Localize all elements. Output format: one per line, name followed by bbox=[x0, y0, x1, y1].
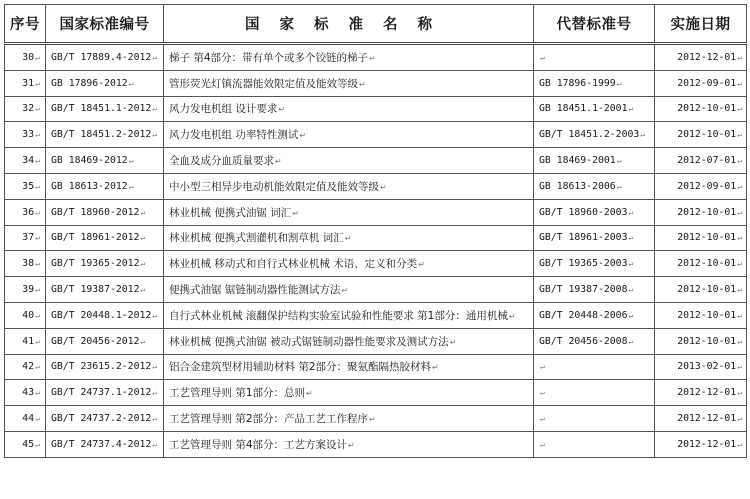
paragraph-mark-icon: ↵ bbox=[540, 362, 545, 372]
paragraph-mark-icon: ↵ bbox=[628, 104, 634, 114]
paragraph-mark-icon: ↵ bbox=[128, 156, 134, 166]
cell-code-text: GB 17896-2012 bbox=[51, 77, 128, 89]
cell-date bbox=[655, 406, 747, 432]
cell-name bbox=[164, 354, 534, 380]
table-row bbox=[5, 225, 747, 251]
cell-date-text: 2012-10-01 bbox=[677, 284, 737, 296]
cell-seq-text: 43 bbox=[22, 387, 35, 399]
table-row bbox=[5, 173, 747, 199]
cell-code-text: GB/T 24737.1-2012 bbox=[51, 387, 152, 399]
paragraph-mark-icon: ↵ bbox=[128, 78, 134, 88]
cell-code-text: GB/T 17889.4-2012 bbox=[51, 51, 152, 63]
cell-replaced-text: GB/T 18960-2003 bbox=[539, 206, 628, 218]
cell-replaced bbox=[534, 96, 655, 122]
table-row bbox=[5, 406, 747, 432]
standards-table bbox=[4, 4, 747, 458]
paragraph-mark-icon: ↵ bbox=[628, 310, 634, 320]
paragraph-mark-icon: ↵ bbox=[737, 388, 742, 398]
table-row bbox=[5, 380, 747, 406]
paragraph-mark-icon: ↵ bbox=[737, 233, 742, 243]
paragraph-mark-icon: ↵ bbox=[540, 414, 545, 424]
cell-name-text: 林业机械 便携式油锯 被动式锯链制动器性能要求及测试方法 bbox=[169, 335, 449, 348]
cell-replaced bbox=[534, 431, 655, 457]
cell-code-text: GB/T 18960-2012 bbox=[51, 206, 140, 218]
paragraph-mark-icon: ↵ bbox=[540, 52, 545, 62]
cell-name-text: 工艺管理导则 第2部分：产品工艺工作程序 bbox=[169, 413, 369, 426]
table-header bbox=[5, 5, 747, 44]
paragraph-mark-icon: ↵ bbox=[35, 259, 40, 269]
cell-replaced-text: GB 18451.1-2001 bbox=[539, 103, 628, 115]
cell-date-text: 2012-10-01 bbox=[677, 309, 737, 321]
cell-seq bbox=[5, 328, 46, 354]
header-row bbox=[5, 5, 747, 44]
cell-replaced-text: GB/T 20448-2006 bbox=[539, 309, 628, 321]
cell-date bbox=[655, 44, 747, 71]
paragraph-mark-icon: ↵ bbox=[35, 362, 40, 372]
cell-name-text: 管形荧光灯镇流器能效限定值及能效等级 bbox=[169, 77, 358, 90]
cell-name-text: 中小型三相异步电动机能效限定值及能效等级 bbox=[169, 180, 379, 193]
table-row bbox=[5, 96, 747, 122]
paragraph-mark-icon: ↵ bbox=[737, 104, 742, 114]
cell-date-text: 2012-10-01 bbox=[677, 103, 737, 115]
paragraph-mark-icon: ↵ bbox=[628, 259, 634, 269]
cell-date bbox=[655, 199, 747, 225]
paragraph-mark-icon: ↵ bbox=[737, 207, 742, 217]
paragraph-mark-icon: ↵ bbox=[616, 156, 622, 166]
paragraph-mark-icon: ↵ bbox=[508, 311, 516, 321]
paragraph-mark-icon: ↵ bbox=[737, 259, 742, 269]
cell-date-text: 2012-07-01 bbox=[677, 155, 737, 167]
paragraph-mark-icon: ↵ bbox=[380, 182, 387, 192]
cell-seq-text: 30 bbox=[22, 51, 35, 63]
cell-replaced bbox=[534, 70, 655, 96]
paragraph-mark-icon: ↵ bbox=[344, 234, 352, 244]
cell-seq-text: 31 bbox=[22, 77, 35, 89]
cell-replaced-text: GB 17896-1999 bbox=[539, 77, 616, 89]
header-seq: 序号 bbox=[5, 5, 46, 44]
cell-name-text: 工艺管理导则 第1部分：总则 bbox=[169, 387, 306, 400]
paragraph-mark-icon: ↵ bbox=[152, 414, 158, 424]
cell-replaced-text: GB/T 19365-2003 bbox=[539, 258, 628, 270]
paragraph-mark-icon: ↵ bbox=[540, 439, 545, 449]
table-row bbox=[5, 44, 747, 71]
cell-date-text: 2013-02-01 bbox=[677, 361, 737, 373]
cell-seq-text: 42 bbox=[22, 361, 35, 373]
paragraph-mark-icon: ↵ bbox=[369, 415, 376, 425]
cell-name bbox=[164, 251, 534, 277]
paragraph-mark-icon: ↵ bbox=[628, 207, 634, 217]
paragraph-mark-icon: ↵ bbox=[152, 104, 158, 114]
cell-replaced bbox=[534, 44, 655, 71]
paragraph-mark-icon: ↵ bbox=[278, 105, 286, 115]
cell-seq bbox=[5, 148, 46, 174]
cell-name bbox=[164, 122, 534, 148]
cell-code-text: GB 18469-2012 bbox=[51, 155, 128, 167]
paragraph-mark-icon: ↵ bbox=[540, 388, 545, 398]
cell-name-text: 梯子 第4部分：带有单个或多个铰链的梯子 bbox=[169, 51, 369, 64]
cell-date-text: 2012-09-01 bbox=[677, 77, 737, 89]
table-row bbox=[5, 70, 747, 96]
cell-name bbox=[164, 44, 534, 71]
paragraph-mark-icon: ↵ bbox=[152, 130, 158, 140]
header-date: 实施日期 bbox=[655, 5, 747, 44]
cell-code bbox=[46, 431, 164, 457]
cell-code bbox=[46, 225, 164, 251]
cell-code bbox=[46, 96, 164, 122]
cell-code bbox=[46, 277, 164, 303]
paragraph-mark-icon: ↵ bbox=[737, 52, 742, 62]
cell-seq bbox=[5, 354, 46, 380]
paragraph-mark-icon: ↵ bbox=[348, 440, 355, 450]
cell-name-text: 风力发电机组 设计要求 bbox=[169, 103, 278, 116]
cell-replaced bbox=[534, 148, 655, 174]
paragraph-mark-icon: ↵ bbox=[616, 181, 622, 191]
cell-code bbox=[46, 148, 164, 174]
paragraph-mark-icon: ↵ bbox=[35, 181, 40, 191]
cell-date bbox=[655, 380, 747, 406]
paragraph-mark-icon: ↵ bbox=[737, 181, 742, 191]
cell-code-text: GB 18613-2012 bbox=[51, 180, 128, 192]
cell-replaced-text: GB/T 19387-2008 bbox=[539, 284, 628, 296]
paragraph-mark-icon: ↵ bbox=[418, 260, 425, 270]
cell-date bbox=[655, 70, 747, 96]
cell-date bbox=[655, 302, 747, 328]
cell-seq-text: 36 bbox=[22, 206, 35, 218]
cell-name bbox=[164, 277, 534, 303]
cell-date bbox=[655, 354, 747, 380]
cell-seq bbox=[5, 122, 46, 148]
cell-date-text: 2012-09-01 bbox=[677, 180, 737, 192]
cell-code bbox=[46, 406, 164, 432]
cell-name bbox=[164, 70, 534, 96]
cell-seq bbox=[5, 44, 46, 71]
cell-seq-text: 41 bbox=[22, 335, 35, 347]
cell-seq bbox=[5, 431, 46, 457]
paragraph-mark-icon: ↵ bbox=[35, 233, 40, 243]
cell-seq bbox=[5, 406, 46, 432]
table-row bbox=[5, 302, 747, 328]
cell-seq bbox=[5, 251, 46, 277]
cell-date bbox=[655, 225, 747, 251]
cell-date-text: 2012-10-01 bbox=[677, 129, 737, 141]
table-row bbox=[5, 122, 747, 148]
paragraph-mark-icon: ↵ bbox=[341, 286, 349, 296]
cell-date-text: 2012-12-01 bbox=[677, 413, 737, 425]
cell-replaced bbox=[534, 199, 655, 225]
cell-code bbox=[46, 122, 164, 148]
cell-code-text: GB/T 24737.2-2012 bbox=[51, 413, 152, 425]
cell-code bbox=[46, 302, 164, 328]
cell-name-text: 全血及成分血质量要求 bbox=[169, 155, 274, 168]
cell-replaced-text: GB/T 18961-2003 bbox=[539, 232, 628, 244]
table-row bbox=[5, 354, 747, 380]
cell-name-text: 林业机械 便携式油锯 词汇 bbox=[169, 206, 292, 219]
paragraph-mark-icon: ↵ bbox=[152, 388, 158, 398]
cell-seq-text: 38 bbox=[22, 258, 35, 270]
paragraph-mark-icon: ↵ bbox=[152, 362, 158, 372]
paragraph-mark-icon: ↵ bbox=[737, 414, 742, 424]
paragraph-mark-icon: ↵ bbox=[140, 233, 146, 243]
cell-replaced bbox=[534, 302, 655, 328]
cell-replaced-text: GB 18469-2001 bbox=[539, 155, 616, 167]
cell-seq bbox=[5, 277, 46, 303]
header-name: 国家标准名称 bbox=[164, 5, 534, 44]
cell-replaced-text: GB/T 20456-2008 bbox=[539, 335, 628, 347]
paragraph-mark-icon: ↵ bbox=[35, 310, 40, 320]
cell-seq bbox=[5, 173, 46, 199]
paragraph-mark-icon: ↵ bbox=[737, 336, 742, 346]
cell-replaced-text: GB 18613-2006 bbox=[539, 180, 616, 192]
paragraph-mark-icon: ↵ bbox=[737, 362, 742, 372]
cell-date bbox=[655, 173, 747, 199]
cell-replaced bbox=[534, 251, 655, 277]
table-row bbox=[5, 251, 747, 277]
paragraph-mark-icon: ↵ bbox=[152, 439, 158, 449]
cell-name bbox=[164, 380, 534, 406]
paragraph-mark-icon: ↵ bbox=[152, 310, 158, 320]
cell-code bbox=[46, 354, 164, 380]
cell-name-text: 工艺管理导则 第4部分：工艺方案设计 bbox=[169, 438, 348, 451]
cell-date-text: 2012-12-01 bbox=[677, 438, 737, 450]
paragraph-mark-icon: ↵ bbox=[35, 414, 40, 424]
cell-seq-text: 39 bbox=[22, 284, 35, 296]
cell-date-text: 2012-10-01 bbox=[677, 232, 737, 244]
cell-replaced bbox=[534, 406, 655, 432]
cell-code bbox=[46, 173, 164, 199]
cell-date bbox=[655, 328, 747, 354]
cell-date-text: 2012-10-01 bbox=[677, 258, 737, 270]
cell-date bbox=[655, 122, 747, 148]
header-replaced: 代替标准号 bbox=[534, 5, 655, 44]
cell-name-text: 风力发电机组 功率特性测试 bbox=[169, 129, 299, 142]
paragraph-mark-icon: ↵ bbox=[628, 285, 634, 295]
cell-code bbox=[46, 44, 164, 71]
cell-code-text: GB/T 18451.1-2012 bbox=[51, 103, 152, 115]
paragraph-mark-icon: ↵ bbox=[737, 310, 742, 320]
paragraph-mark-icon: ↵ bbox=[628, 233, 634, 243]
table-row bbox=[5, 199, 747, 225]
paragraph-mark-icon: ↵ bbox=[35, 207, 40, 217]
cell-replaced bbox=[534, 354, 655, 380]
cell-seq-text: 45 bbox=[22, 438, 35, 450]
cell-date-text: 2012-10-01 bbox=[677, 206, 737, 218]
cell-date bbox=[655, 148, 747, 174]
cell-seq bbox=[5, 380, 46, 406]
cell-name bbox=[164, 328, 534, 354]
paragraph-mark-icon: ↵ bbox=[640, 130, 646, 140]
cell-seq bbox=[5, 199, 46, 225]
cell-name bbox=[164, 225, 534, 251]
paragraph-mark-icon: ↵ bbox=[359, 79, 366, 89]
cell-code-text: GB/T 23615.2-2012 bbox=[51, 361, 152, 373]
cell-date bbox=[655, 96, 747, 122]
paragraph-mark-icon: ↵ bbox=[299, 131, 307, 141]
cell-code-text: GB/T 19365-2012 bbox=[51, 258, 140, 270]
paragraph-mark-icon: ↵ bbox=[35, 130, 40, 140]
cell-seq-text: 32 bbox=[22, 103, 35, 115]
paragraph-mark-icon: ↵ bbox=[737, 285, 742, 295]
table-row bbox=[5, 328, 747, 354]
table-row bbox=[5, 431, 747, 457]
cell-name-text: 铝合金建筑型材用辅助材料 第2部分：聚氨酯隔热胶材料 bbox=[169, 361, 432, 374]
paragraph-mark-icon: ↵ bbox=[35, 156, 40, 166]
paragraph-mark-icon: ↵ bbox=[140, 207, 146, 217]
paragraph-mark-icon: ↵ bbox=[140, 259, 146, 269]
paragraph-mark-icon: ↵ bbox=[628, 336, 634, 346]
cell-date bbox=[655, 431, 747, 457]
cell-name-text: 林业机械 移动式和自行式林业机械 术语、定义和分类 bbox=[169, 258, 418, 271]
cell-name bbox=[164, 96, 534, 122]
header-code: 国家标准编号 bbox=[46, 5, 164, 44]
cell-date bbox=[655, 277, 747, 303]
cell-name bbox=[164, 431, 534, 457]
paragraph-mark-icon: ↵ bbox=[140, 336, 146, 346]
cell-date-text: 2012-12-01 bbox=[677, 387, 737, 399]
cell-replaced bbox=[534, 122, 655, 148]
cell-code-text: GB/T 24737.4-2012 bbox=[51, 438, 152, 450]
cell-name bbox=[164, 302, 534, 328]
cell-name bbox=[164, 199, 534, 225]
table-body bbox=[5, 44, 747, 458]
cell-name-text: 自行式林业机械 滚翻保护结构实验室试验和性能要求 第1部分：通用机械 bbox=[169, 309, 508, 322]
cell-code-text: GB/T 20456-2012 bbox=[51, 335, 140, 347]
cell-replaced bbox=[534, 380, 655, 406]
paragraph-mark-icon: ↵ bbox=[140, 285, 146, 295]
paragraph-mark-icon: ↵ bbox=[35, 52, 40, 62]
cell-replaced bbox=[534, 328, 655, 354]
table-row bbox=[5, 148, 747, 174]
paragraph-mark-icon: ↵ bbox=[737, 439, 742, 449]
cell-seq-text: 44 bbox=[22, 413, 35, 425]
cell-replaced-text: GB/T 18451.2-2003 bbox=[539, 129, 640, 141]
paragraph-mark-icon: ↵ bbox=[128, 181, 134, 191]
paragraph-mark-icon: ↵ bbox=[275, 157, 282, 167]
cell-seq bbox=[5, 225, 46, 251]
paragraph-mark-icon: ↵ bbox=[35, 388, 40, 398]
cell-code-text: GB/T 18961-2012 bbox=[51, 232, 140, 244]
paragraph-mark-icon: ↵ bbox=[292, 208, 299, 218]
cell-seq-text: 33 bbox=[22, 129, 35, 141]
paragraph-mark-icon: ↵ bbox=[35, 336, 40, 346]
cell-code bbox=[46, 328, 164, 354]
paragraph-mark-icon: ↵ bbox=[369, 53, 376, 63]
cell-code bbox=[46, 70, 164, 96]
cell-code-text: GB/T 18451.2-2012 bbox=[51, 129, 152, 141]
paragraph-mark-icon: ↵ bbox=[737, 78, 742, 88]
cell-seq-text: 37 bbox=[22, 232, 35, 244]
cell-name-text: 林业机械 便携式割灌机和割草机 词汇 bbox=[169, 232, 344, 245]
cell-replaced bbox=[534, 225, 655, 251]
paragraph-mark-icon: ↵ bbox=[35, 285, 40, 295]
paragraph-mark-icon: ↵ bbox=[616, 78, 622, 88]
cell-seq bbox=[5, 70, 46, 96]
cell-name-text: 便携式油锯 锯链制动器性能测试方法 bbox=[169, 284, 341, 297]
paragraph-mark-icon: ↵ bbox=[737, 130, 742, 140]
cell-date-text: 2012-10-01 bbox=[677, 335, 737, 347]
paragraph-mark-icon: ↵ bbox=[306, 389, 313, 399]
paragraph-mark-icon: ↵ bbox=[35, 104, 40, 114]
cell-code bbox=[46, 199, 164, 225]
cell-date bbox=[655, 251, 747, 277]
cell-code-text: GB/T 20448.1-2012 bbox=[51, 309, 152, 321]
cell-seq-text: 40 bbox=[22, 309, 35, 321]
paragraph-mark-icon: ↵ bbox=[35, 78, 40, 88]
table-row bbox=[5, 277, 747, 303]
cell-replaced bbox=[534, 173, 655, 199]
paragraph-mark-icon: ↵ bbox=[432, 363, 439, 373]
cell-seq bbox=[5, 302, 46, 328]
paragraph-mark-icon: ↵ bbox=[152, 52, 158, 62]
cell-name bbox=[164, 148, 534, 174]
paragraph-mark-icon: ↵ bbox=[35, 439, 40, 449]
cell-seq-text: 35 bbox=[22, 180, 35, 192]
cell-code bbox=[46, 251, 164, 277]
cell-seq bbox=[5, 96, 46, 122]
cell-name bbox=[164, 406, 534, 432]
cell-replaced bbox=[534, 277, 655, 303]
paragraph-mark-icon: ↵ bbox=[449, 337, 457, 347]
cell-code-text: GB/T 19387-2012 bbox=[51, 284, 140, 296]
paragraph-mark-icon: ↵ bbox=[737, 156, 742, 166]
cell-seq-text: 34 bbox=[22, 155, 35, 167]
cell-code bbox=[46, 380, 164, 406]
cell-date-text: 2012-12-01 bbox=[677, 51, 737, 63]
cell-name bbox=[164, 173, 534, 199]
